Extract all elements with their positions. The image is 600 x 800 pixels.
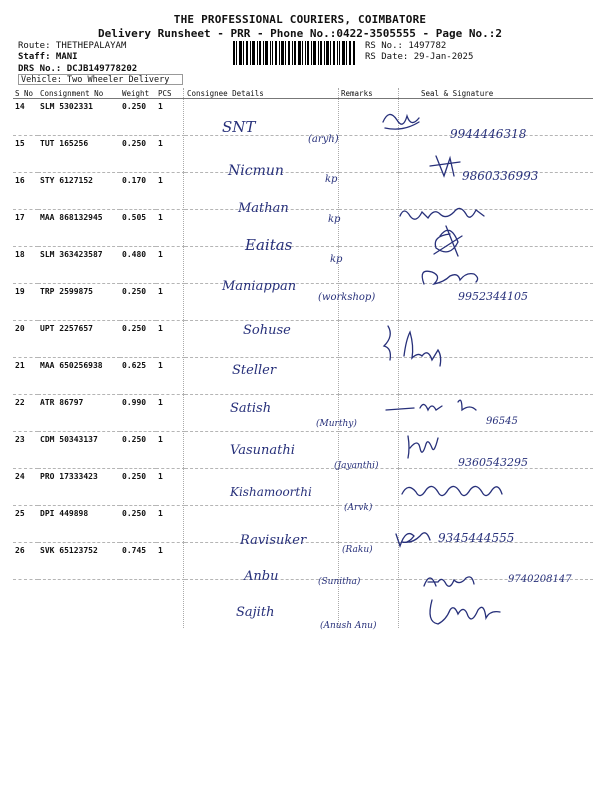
row-sno: 16 bbox=[13, 173, 38, 210]
row-consignee bbox=[185, 247, 339, 284]
row-consignment: SLM 363423587 bbox=[38, 247, 120, 284]
row-signature bbox=[399, 210, 593, 247]
row-weight: 0.505 bbox=[120, 210, 156, 247]
hw-consignee-name: Vasunathi bbox=[230, 443, 295, 458]
column-divider bbox=[398, 88, 399, 628]
hw-consignee-name: Ravisuker bbox=[240, 533, 307, 548]
row-consignee bbox=[185, 469, 339, 506]
row-weight: 0.250 bbox=[120, 469, 156, 506]
hw-phone: 9860336993 bbox=[462, 169, 539, 183]
row-sno: 19 bbox=[13, 284, 38, 321]
hw-phone: 9952344105 bbox=[458, 290, 528, 303]
hw-phone: 9944446318 bbox=[450, 127, 527, 141]
row-sno: 23 bbox=[13, 432, 38, 469]
row-consignee bbox=[185, 395, 339, 432]
row-signature bbox=[399, 173, 593, 210]
table-row bbox=[13, 432, 593, 469]
table-header-row bbox=[13, 88, 593, 99]
col-weight: Weight bbox=[120, 88, 156, 99]
table-row bbox=[13, 469, 593, 506]
row-pcs: 1 bbox=[156, 284, 185, 321]
row-signature bbox=[399, 543, 593, 580]
hw-consignee-name: SNT bbox=[222, 118, 256, 136]
rs-number: RS No.: 1497782 bbox=[365, 41, 447, 51]
hw-consignee-name: Nicmun bbox=[228, 163, 284, 179]
hw-consignee-name: Maniappan bbox=[222, 279, 297, 294]
hw-remark: (Anush Anu) bbox=[320, 621, 377, 631]
row-remarks bbox=[339, 506, 399, 543]
row-pcs: 1 bbox=[156, 432, 185, 469]
hw-remark: (aryh) bbox=[308, 134, 339, 145]
row-pcs: 1 bbox=[156, 358, 185, 395]
hw-consignee-name: Sohuse bbox=[243, 323, 291, 338]
row-consignment: TRP 2599875 bbox=[38, 284, 120, 321]
col-pcs: PCS bbox=[156, 88, 185, 99]
row-sno: 15 bbox=[13, 136, 38, 173]
row-consignment: MAA 868132945 bbox=[38, 210, 120, 247]
col-consignee: Consignee Details bbox=[185, 88, 339, 99]
row-pcs: 1 bbox=[156, 173, 185, 210]
col-consignment: Consignment No bbox=[38, 88, 120, 99]
row-consignment: ATR 86797 bbox=[38, 395, 120, 432]
table-row bbox=[13, 395, 593, 432]
row-signature bbox=[399, 321, 593, 358]
row-remarks bbox=[339, 247, 399, 284]
hw-consignee-name: Satish bbox=[230, 401, 272, 416]
row-remarks bbox=[339, 321, 399, 358]
row-weight: 0.250 bbox=[120, 136, 156, 173]
row-remarks bbox=[339, 543, 399, 580]
row-weight: 0.745 bbox=[120, 543, 156, 580]
hw-consignee-name: Kishamoorthi bbox=[230, 485, 312, 499]
row-sno: 21 bbox=[13, 358, 38, 395]
col-remarks: Remarks bbox=[339, 88, 399, 99]
row-consignment: CDM 50343137 bbox=[38, 432, 120, 469]
row-consignment: DPI 449898 bbox=[38, 506, 120, 543]
row-consignment: PRO 17333423 bbox=[38, 469, 120, 506]
row-pcs: 1 bbox=[156, 506, 185, 543]
table-row bbox=[13, 99, 593, 136]
row-consignee bbox=[185, 506, 339, 543]
row-sno: 20 bbox=[13, 321, 38, 358]
row-sno: 14 bbox=[13, 99, 38, 136]
row-weight: 0.250 bbox=[120, 99, 156, 136]
vehicle-label: Vehicle: Two Wheeler Delivery bbox=[21, 75, 170, 85]
rs-date: RS Date: 29-Jan-2025 bbox=[365, 52, 474, 62]
row-consignment: MAA 650256938 bbox=[38, 358, 120, 395]
row-pcs: 1 bbox=[156, 469, 185, 506]
row-consignee bbox=[185, 99, 339, 136]
signature-scribble bbox=[430, 600, 500, 624]
row-consignee bbox=[185, 432, 339, 469]
hw-consignee-name: Eaitas bbox=[245, 236, 293, 254]
hw-phone: 9360543295 bbox=[458, 456, 528, 469]
row-weight: 0.170 bbox=[120, 173, 156, 210]
row-remarks bbox=[339, 173, 399, 210]
table-row bbox=[13, 210, 593, 247]
runsheet-title: THE PROFESSIONAL COURIERS, COIMBATORE bbox=[173, 13, 427, 26]
table-row bbox=[13, 284, 593, 321]
hw-remark: (Sunitha) bbox=[318, 577, 361, 587]
row-consignee bbox=[185, 284, 339, 321]
row-remarks bbox=[339, 432, 399, 469]
staff-label: Staff: MANI bbox=[18, 52, 78, 62]
hw-remark: kp bbox=[328, 214, 341, 225]
row-signature bbox=[399, 284, 593, 321]
row-pcs: 1 bbox=[156, 247, 185, 284]
column-divider bbox=[183, 88, 184, 628]
hw-consignee-name: Steller bbox=[232, 363, 277, 378]
row-weight: 0.250 bbox=[120, 321, 156, 358]
hw-remark: (Arvk) bbox=[344, 503, 373, 513]
row-consignee bbox=[185, 321, 339, 358]
row-pcs: 1 bbox=[156, 395, 185, 432]
row-pcs: 1 bbox=[156, 136, 185, 173]
drs-number: DRS No.: DCJB149778202 bbox=[18, 64, 138, 74]
row-weight: 0.250 bbox=[120, 432, 156, 469]
route-label: Route: THETHEPALAYAM bbox=[18, 41, 127, 51]
row-weight: 0.250 bbox=[120, 506, 156, 543]
table-row bbox=[13, 321, 593, 358]
row-consignee bbox=[185, 358, 339, 395]
row-consignee bbox=[185, 173, 339, 210]
vehicle-box bbox=[18, 74, 183, 85]
hw-remark: (workshop) bbox=[318, 292, 376, 303]
hw-remark: (Jayanthi) bbox=[334, 461, 379, 471]
row-sno: 26 bbox=[13, 543, 38, 580]
runsheet-table bbox=[13, 88, 593, 580]
row-sno: 25 bbox=[13, 506, 38, 543]
hw-remark: kp bbox=[330, 254, 343, 265]
row-sno: 18 bbox=[13, 247, 38, 284]
row-consignment: UPT 2257657 bbox=[38, 321, 120, 358]
row-signature bbox=[399, 136, 593, 173]
row-sno: 22 bbox=[13, 395, 38, 432]
row-consignment: TUT 165256 bbox=[38, 136, 120, 173]
row-consignee bbox=[185, 210, 339, 247]
row-signature bbox=[399, 395, 593, 432]
column-divider bbox=[338, 88, 339, 628]
row-remarks bbox=[339, 284, 399, 321]
row-consignee bbox=[185, 136, 339, 173]
hw-phone: 9740208147 bbox=[508, 574, 572, 585]
row-pcs: 1 bbox=[156, 99, 185, 136]
row-consignee bbox=[185, 543, 339, 580]
hw-phone: 96545 bbox=[486, 416, 518, 427]
table-row bbox=[13, 173, 593, 210]
table-row bbox=[13, 506, 593, 543]
hw-consignee-name: Mathan bbox=[238, 201, 289, 216]
table-row bbox=[13, 358, 593, 395]
table-row bbox=[13, 247, 593, 284]
row-weight: 0.250 bbox=[120, 284, 156, 321]
row-pcs: 1 bbox=[156, 543, 185, 580]
row-signature bbox=[399, 432, 593, 469]
row-consignment: STY 6127152 bbox=[38, 173, 120, 210]
row-signature bbox=[399, 469, 593, 506]
row-remarks bbox=[339, 358, 399, 395]
row-pcs: 1 bbox=[156, 210, 185, 247]
col-signature: Seal & Signature bbox=[399, 88, 593, 99]
row-remarks bbox=[339, 99, 399, 136]
hw-remark: kp bbox=[325, 174, 338, 185]
row-weight: 0.625 bbox=[120, 358, 156, 395]
table-row bbox=[13, 136, 593, 173]
hw-phone: 9345444555 bbox=[438, 531, 515, 545]
hw-consignee-name: Anbu bbox=[244, 569, 279, 584]
row-signature bbox=[399, 247, 593, 284]
row-pcs: 1 bbox=[156, 321, 185, 358]
row-remarks bbox=[339, 136, 399, 173]
row-sno: 17 bbox=[13, 210, 38, 247]
row-weight: 0.990 bbox=[120, 395, 156, 432]
row-weight: 0.480 bbox=[120, 247, 156, 284]
row-signature bbox=[399, 506, 593, 543]
row-remarks bbox=[339, 210, 399, 247]
row-signature bbox=[399, 99, 593, 136]
row-sno: 24 bbox=[13, 469, 38, 506]
table-row bbox=[13, 543, 593, 580]
runsheet-subtitle: Delivery Runsheet - PRR - Phone No.:0422-3505555 - Page No.:2 bbox=[98, 27, 502, 40]
row-consignment: SVK 65123752 bbox=[38, 543, 120, 580]
row-signature bbox=[399, 358, 593, 395]
hw-consignee-name: Sajith bbox=[236, 605, 275, 620]
row-consignment: SLM 5302331 bbox=[38, 99, 120, 136]
barcode bbox=[233, 41, 355, 65]
row-remarks bbox=[339, 469, 399, 506]
hw-remark: (Raku) bbox=[342, 545, 373, 555]
hw-remark: (Murthy) bbox=[316, 419, 357, 429]
col-sno: S No bbox=[13, 88, 38, 99]
row-remarks bbox=[339, 395, 399, 432]
